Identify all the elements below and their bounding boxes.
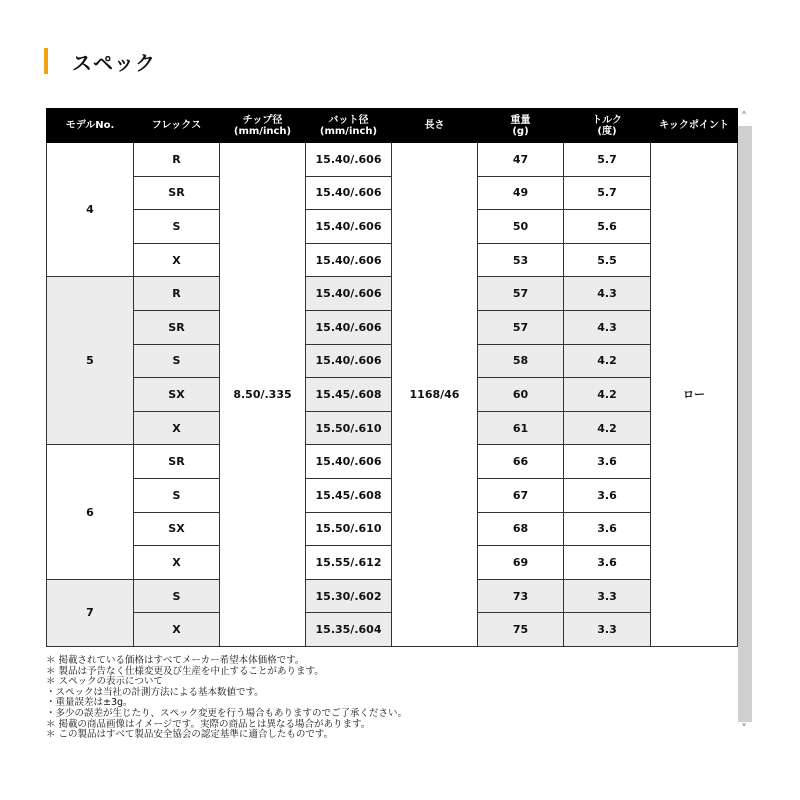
model-cell: 5	[47, 277, 134, 445]
header-model: モデルNo.	[47, 109, 134, 143]
chevron-down-icon[interactable]: ˅	[741, 722, 747, 736]
weight-cell: 58	[478, 344, 564, 378]
model-cell: 6	[47, 445, 134, 579]
butt-cell: 15.40/.606	[306, 344, 392, 378]
accent-bar	[44, 48, 48, 74]
flex-cell: S	[134, 579, 220, 613]
spec-panel	[6, 30, 792, 770]
torque-cell: 4.2	[564, 344, 651, 378]
weight-cell: 57	[478, 277, 564, 311]
flex-cell: SR	[134, 310, 220, 344]
flex-cell: SX	[134, 378, 220, 412]
flex-cell: S	[134, 344, 220, 378]
butt-cell: 15.40/.606	[306, 143, 392, 177]
torque-cell: 3.3	[564, 613, 651, 647]
butt-cell: 15.40/.606	[306, 277, 392, 311]
section-heading	[44, 48, 156, 74]
weight-cell: 66	[478, 445, 564, 479]
length-cell: 1168/46	[392, 143, 478, 647]
weight-cell: 73	[478, 579, 564, 613]
table-row	[47, 143, 738, 177]
header-length: 長さ	[392, 109, 478, 143]
torque-cell: 4.2	[564, 378, 651, 412]
note-line: ・スペックは当社の計測方法による基本数値です。	[46, 686, 264, 698]
note-line: ＊ 掲載されている価格はすべてメーカー希望本体価格です。	[46, 655, 305, 666]
weight-cell: 61	[478, 411, 564, 445]
flex-cell: S	[134, 478, 220, 512]
header-tip: チップ径 (mm/inch)	[220, 109, 306, 143]
header-weight: 重量 (g)	[478, 109, 564, 143]
weight-cell: 67	[478, 478, 564, 512]
note-line: ・重量誤差は±3g。	[46, 697, 133, 709]
butt-cell: 15.45/.608	[306, 378, 392, 412]
butt-cell: 15.50/.610	[306, 411, 392, 445]
weight-cell: 57	[478, 310, 564, 344]
kick-cell: ロー	[651, 143, 738, 647]
spec-table-body	[47, 143, 738, 647]
weight-cell: 69	[478, 546, 564, 580]
flex-cell: SR	[134, 445, 220, 479]
weight-cell: 47	[478, 143, 564, 177]
note-line: ＊ スペックの表示について	[46, 676, 163, 688]
flex-cell: X	[134, 411, 220, 445]
butt-cell: 15.35/.604	[306, 613, 392, 647]
weight-cell: 49	[478, 176, 564, 210]
flex-cell: SR	[134, 176, 220, 210]
header-butt: バット径 (mm/inch)	[306, 109, 392, 143]
weight-cell: 75	[478, 613, 564, 647]
torque-cell: 3.6	[564, 546, 651, 580]
model-cell: 4	[47, 143, 134, 277]
butt-cell: 15.40/.606	[306, 445, 392, 479]
note-line: ＊ 掲載の商品画像はイメージです。実際の商品とは異なる場合があります。	[46, 718, 371, 730]
torque-cell: 4.2	[564, 411, 651, 445]
chevron-up-icon[interactable]: ˄	[741, 110, 747, 124]
torque-cell: 3.6	[564, 478, 651, 512]
spec-table	[46, 108, 738, 647]
header-torque: トルク (度)	[564, 109, 651, 143]
torque-cell: 5.5	[564, 243, 651, 277]
note-line: ＊ 製品は予告なく仕様変更及び生産を中止することがあります。	[46, 665, 324, 677]
torque-cell: 3.6	[564, 512, 651, 546]
torque-cell: 4.3	[564, 277, 651, 311]
flex-cell: X	[134, 613, 220, 647]
flex-cell: R	[134, 277, 220, 311]
note-line: ＊ この製品はすべて製品安全協会の認定基準に適合したものです。	[46, 729, 334, 741]
header-kick: キックポイント	[651, 109, 738, 143]
note-line: ・多少の誤差が生じたり、スペック変更を行う場合もありますのでご了承ください。	[46, 707, 408, 719]
torque-cell: 5.6	[564, 210, 651, 244]
header-flex: フレックス	[134, 109, 220, 143]
weight-cell: 60	[478, 378, 564, 412]
section-title: スペック	[72, 50, 156, 75]
model-cell: 7	[47, 579, 134, 646]
torque-cell: 3.6	[564, 445, 651, 479]
butt-cell: 15.40/.606	[306, 310, 392, 344]
torque-cell: 5.7	[564, 176, 651, 210]
weight-cell: 53	[478, 243, 564, 277]
flex-cell: SX	[134, 512, 220, 546]
scrollbar[interactable]	[736, 110, 752, 736]
torque-cell: 5.7	[564, 143, 651, 177]
butt-cell: 15.55/.612	[306, 546, 392, 580]
flex-cell: S	[134, 210, 220, 244]
butt-cell: 15.40/.606	[306, 210, 392, 244]
torque-cell: 4.3	[564, 310, 651, 344]
flex-cell: X	[134, 243, 220, 277]
flex-cell: R	[134, 143, 220, 177]
butt-cell: 15.50/.610	[306, 512, 392, 546]
weight-cell: 50	[478, 210, 564, 244]
table-header-row	[47, 109, 738, 143]
notes-list	[46, 656, 726, 741]
torque-cell: 3.3	[564, 579, 651, 613]
flex-cell: X	[134, 546, 220, 580]
scrollbar-thumb[interactable]	[738, 126, 752, 722]
butt-cell: 15.40/.606	[306, 243, 392, 277]
butt-cell: 15.30/.602	[306, 579, 392, 613]
weight-cell: 68	[478, 512, 564, 546]
butt-cell: 15.45/.608	[306, 478, 392, 512]
butt-cell: 15.40/.606	[306, 176, 392, 210]
tip-cell: 8.50/.335	[220, 143, 306, 647]
